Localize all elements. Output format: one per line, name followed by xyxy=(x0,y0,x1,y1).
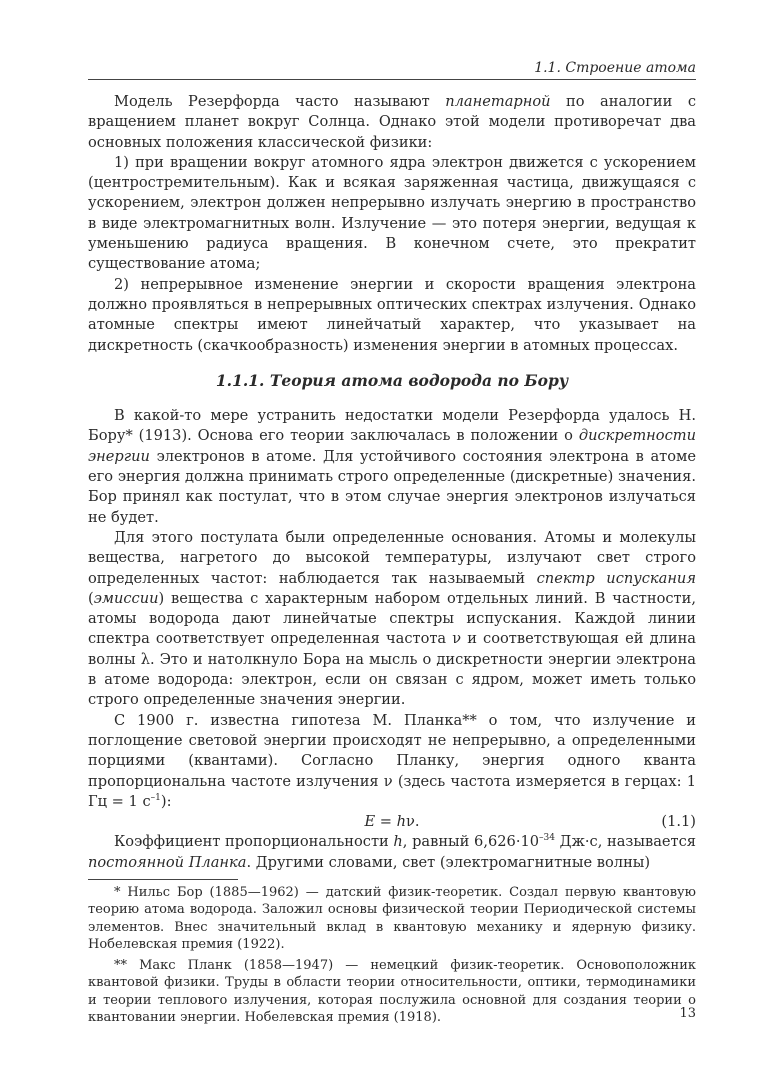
page-number: 13 xyxy=(679,1006,696,1021)
main-text xyxy=(88,92,696,1030)
footnote-separator xyxy=(88,879,238,880)
section-paragraph-3: С 1900 г. известна гипотеза М. Планка** о том, что излучение и поглощение световой энергии происходят не непрерывно, а определенными порциями (квантами). Согласно Планку, энергия одного кванта пропорциональна частоте излучения ν (здесь частота измеряется в герцах: 1 Гц = 1 $с^{-1}$): xyxy=(88,711,696,810)
formula-1-1 xyxy=(88,812,696,832)
formula-number: (1.1) xyxy=(661,813,696,831)
footnote-planck: ** Макс Планк (1858—1947) — немецкий физик-теоретик. Основоположник квантовой физики. Труды в области теории относительности, оптики, термодинамики и теории теплового излучения, которая послужила основной для создания теории о квантовании энергии. Нобелевская премия (1918). xyxy=(88,957,696,1026)
footnote-bohr: * Нильс Бор (1885—1962) — датский физик-теоретик. Создал первую квантовую теорию атома водорода. Заложил основы физической теории Периодической системы элементов. Внес значительный вклад в квантовую механику и ядерную физику. Нобелевская премия (1922). xyxy=(88,884,696,953)
running-head: 1.1. Строение атома xyxy=(88,60,696,80)
section-paragraph-2: Для этого постулата были определенные основания. Атомы и молекулы вещества, нагретого до высокой температуры, излучают свет строго определенных частот: наблюдается так называемый спектр испускания (эмиссии) вещества с характерным набором отдельных линий. В частности, атомы водорода дают линейчатые спектры испускания. Каждой линии спектра соответствует определенная частота ν и соответствующая ей длина волны λ. Это и натолкнуло Бора на мысль о дискретности энергии электрона в атоме водорода: электрон, если он связан с ядром, может иметь только строго определенные значения энергии. xyxy=(88,528,696,709)
intro-paragraph-2: 1) при вращении вокруг атомного ядра электрон движется с ускорением (центростремительным). Как и всякая заряженная частица, движущаяся с ускорением, электрон должен непрерывно излучать энергию в пространство в виде электромагнитных волн. Излучение — это потеря энергии, ведущая к уменьшению радиуса вращения. В конечном счете, это прекратит существование атома; xyxy=(88,153,696,273)
section-title: 1.1.1. Теория атома водорода по Бору xyxy=(215,370,569,390)
intro-paragraph-3: 2) непрерывное изменение энергии и скорости вращения электрона должно проявляться в непрерывных оптических спектрах излучения. Однако атомные спектры имеют линейчатый характер, что указывает на дискретность (скачкообразность) изменения энергии в атомных процессах. xyxy=(88,275,696,354)
section-paragraph-4: Коэффициент пропорциональности h, равный $6,626\cdot 10^{-34}$ Дж·с, называется постоянной Планка. Другими словами, свет (электромагнитные волны) xyxy=(88,833,697,871)
formula-expression: E = hν. xyxy=(364,813,420,831)
section-paragraph-1: В какой-то мере устранить недостатки модели Резерфорда удалось Н. Бору* (1913). Основа его теории заключалась в положении о дискретности энергии электронов в атоме. Для устойчивого состояния электрона в атоме его энергия должна принимать строго определенные (дискретные) значения. Бор принял как постулат, что в этом случае энергия электронов излучаться не будет. xyxy=(88,407,696,526)
intro-paragraph-1: Модель Резерфорда часто называют планетарной по аналогии с вращением планет вокруг Солнца. Однако этой модели противоречат два основных положения классической физики: xyxy=(88,93,696,151)
